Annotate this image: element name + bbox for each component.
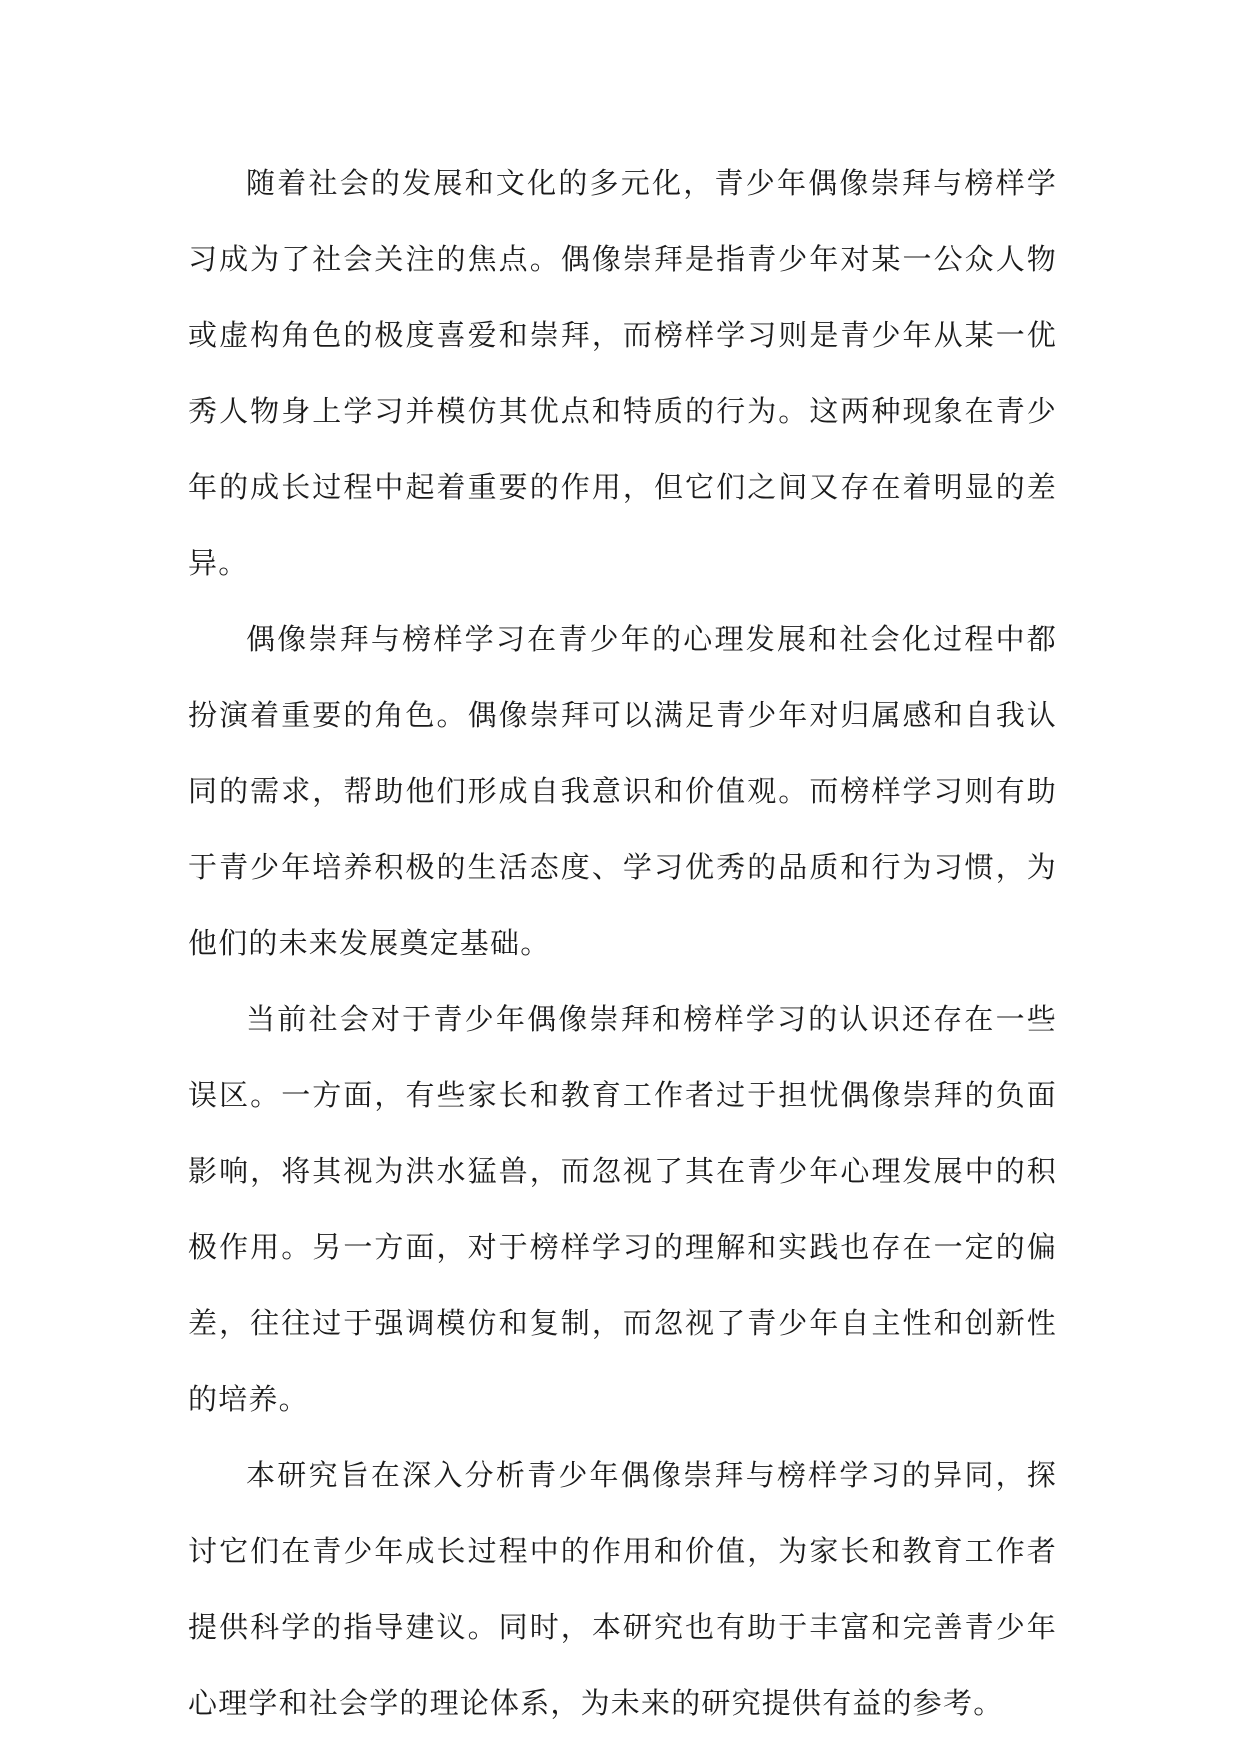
paragraph-3: 当前社会对于青少年偶像崇拜和榜样学习的认识还存在一些误区。一方面，有些家长和教育工作者过于担忧偶像崇拜的负面影响，将其视为洪水猛兽，而忽视了其在青少年心理发展中的积极作用。另一方面，对于榜样学习的理解和实践也存在一定的偏差，往往过于强调模仿和复制，而忽视了青少年自主性和创新性的培养。	[188, 1002, 1057, 1416]
body-text	[188, 145, 1057, 1741]
paragraph-1: 随着社会的发展和文化的多元化，青少年偶像崇拜与榜样学习成为了社会关注的焦点。偶像崇拜是指青少年对某一公众人物或虚构角色的极度喜爱和崇拜，而榜样学习则是青少年从某一优秀人物身上学习并模仿其优点和特质的行为。这两种现象在青少年的成长过程中起着重要的作用，但它们之间又存在着明显的差异。	[188, 166, 1057, 580]
paragraph-2: 偶像崇拜与榜样学习在青少年的心理发展和社会化过程中都扮演着重要的角色。偶像崇拜可以满足青少年对归属感和自我认同的需求，帮助他们形成自我意识和价值观。而榜样学习则有助于青少年培养积极的生活态度、学习优秀的品质和行为习惯，为他们的未来发展奠定基础。	[188, 622, 1057, 960]
paragraph-4: 本研究旨在深入分析青少年偶像崇拜与榜样学习的异同，探讨它们在青少年成长过程中的作用和价值，为家长和教育工作者提供科学的指导建议。同时，本研究也有助于丰富和完善青少年心理学和社会学的理论体系，为未来的研究提供有益的参考。	[188, 1458, 1057, 1720]
